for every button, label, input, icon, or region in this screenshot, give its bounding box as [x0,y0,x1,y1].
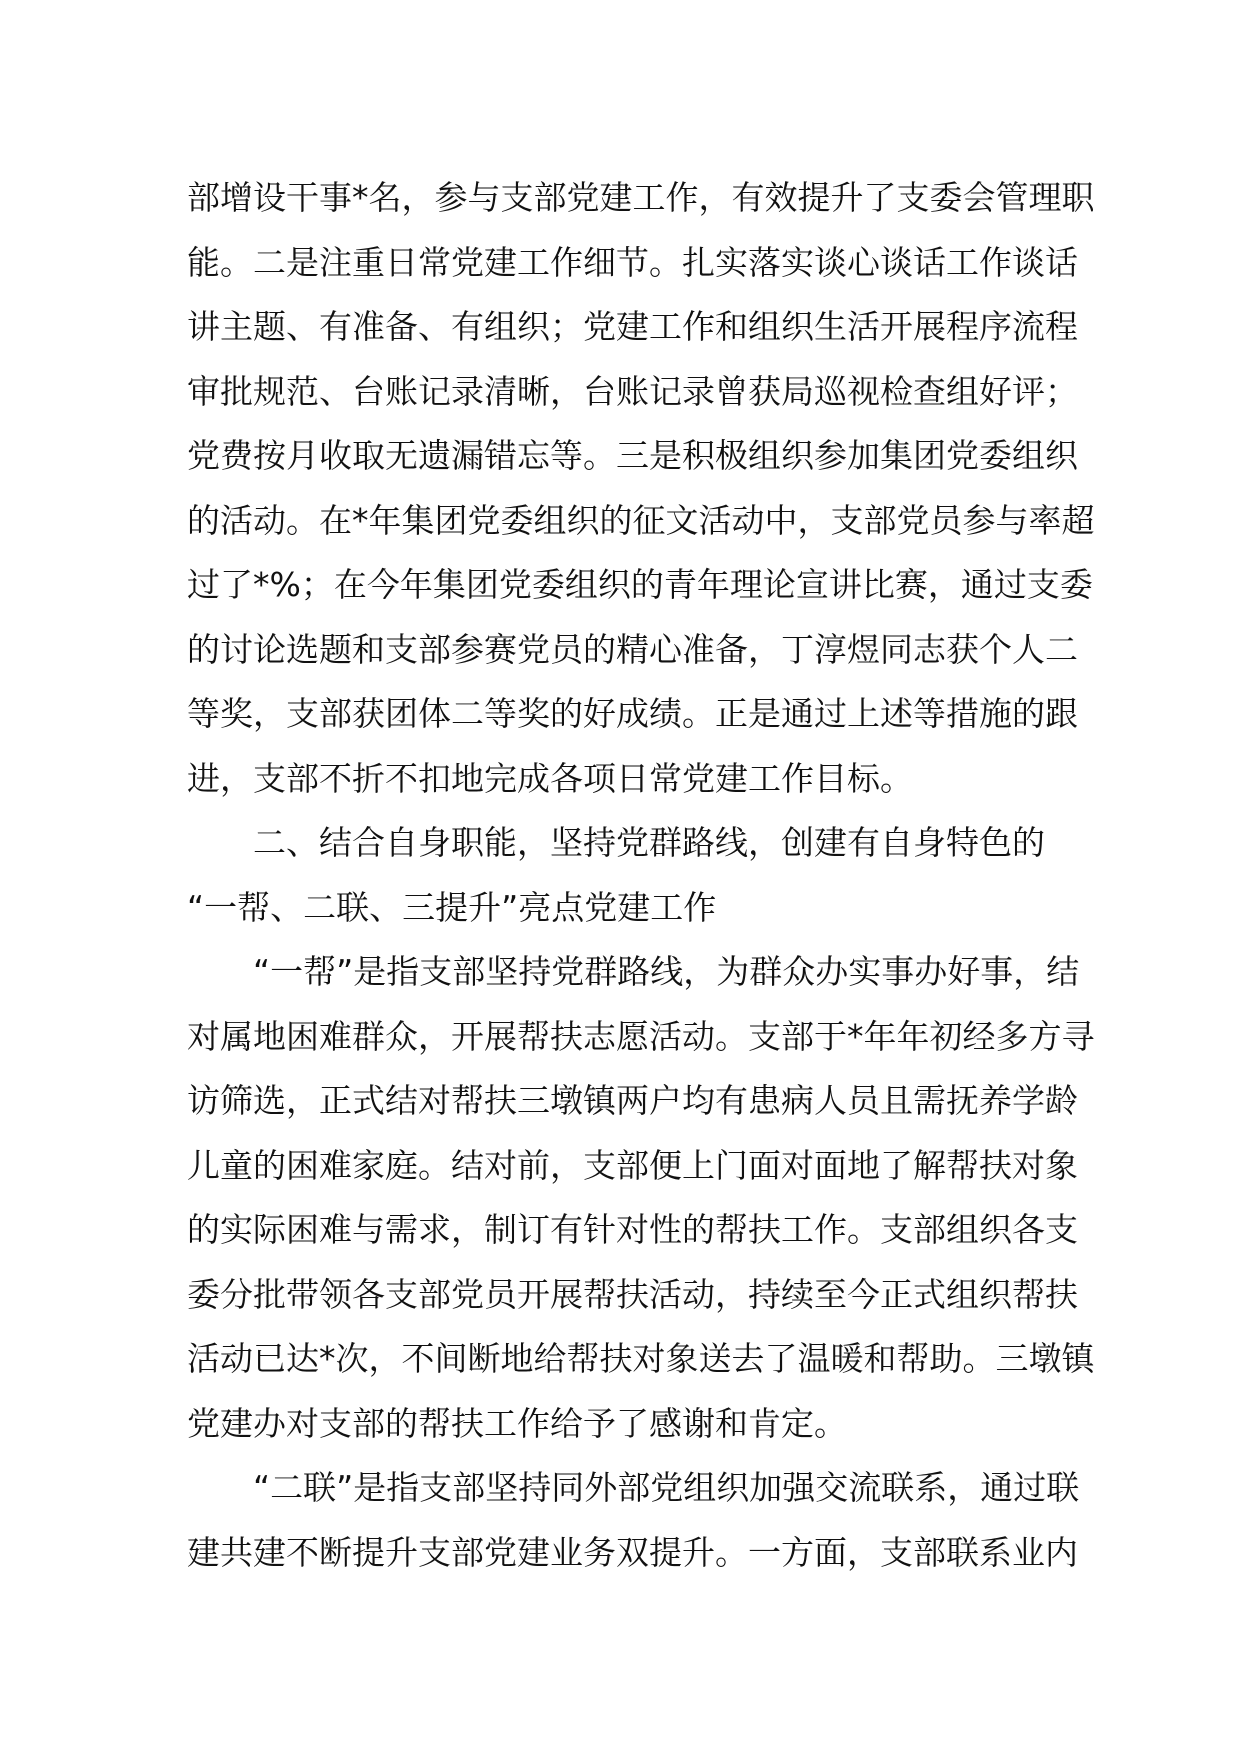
text-line: 对属地困难群众，开展帮扶志愿活动。支部于*年年初经多方寻 [187,1016,1095,1056]
text-line: 进，支部不折不扣地完成各项日常党建工作目标。 [187,758,913,798]
text-line: 建共建不断提升支部党建业务双提升。一方面，支部联系业内 [187,1532,1078,1572]
text-line: 能。二是注重日常党建工作细节。扎实落实谈心谈话工作谈话 [187,242,1078,282]
text-line: 等奖，支部获团体二等奖的好成绩。正是通过上述等措施的跟 [187,694,1078,733]
section-heading-line: 二、结合自身职能，坚持党群路线，创建有自身特色的 [253,823,1045,862]
text-line: 过了*%；在今年集团党委组织的青年理论宣讲比赛，通过支委 [187,565,1093,604]
paragraph-first-line: “一帮”是指支部坚持党群路线，为群众办实事办好事，结 [253,952,1080,991]
text-line: 党费按月收取无遗漏错忘等。三是积极组织参加集团党委组织 [187,436,1078,475]
section-heading-line: “一帮、二联、三提升”亮点党建工作 [187,887,717,927]
text-line: 儿童的困难家庭。结对前，支部便上门面对面地了解帮扶对象 [187,1145,1078,1185]
text-line: 委分批带领各支部党员开展帮扶活动，持续至今正式组织帮扶 [187,1274,1078,1314]
body-text [187,166,1095,1585]
text-line: 讲主题、有准备、有组织；党建工作和组织生活开展程序流程 [187,307,1078,346]
text-line: 审批规范、台账记录清晰，台账记录曾获局巡视检查组好评； [187,371,1078,411]
text-line: 的实际困难与需求，制订有针对性的帮扶工作。支部组织各支 [187,1210,1078,1249]
paragraph-first-line: “二联”是指支部坚持同外部党组织加强交流联系，通过联 [253,1468,1080,1507]
text-line: 党建办对支部的帮扶工作给予了感谢和肯定。 [187,1403,847,1443]
text-line: 活动已达*次，不间断地给帮扶对象送去了温暖和帮助。三墩镇 [187,1339,1095,1378]
text-line: 的活动。在*年集团党委组织的征文活动中，支部党员参与率超 [187,500,1095,540]
text-line: 访筛选，正式结对帮扶三墩镇两户均有患病人员且需抚养学龄 [187,1081,1078,1120]
text-line: 部增设干事*名，参与支部党建工作，有效提升了支委会管理职 [187,178,1095,217]
text-line: 的讨论选题和支部参赛党员的精心准备，丁淳煜同志获个人二 [187,629,1078,669]
